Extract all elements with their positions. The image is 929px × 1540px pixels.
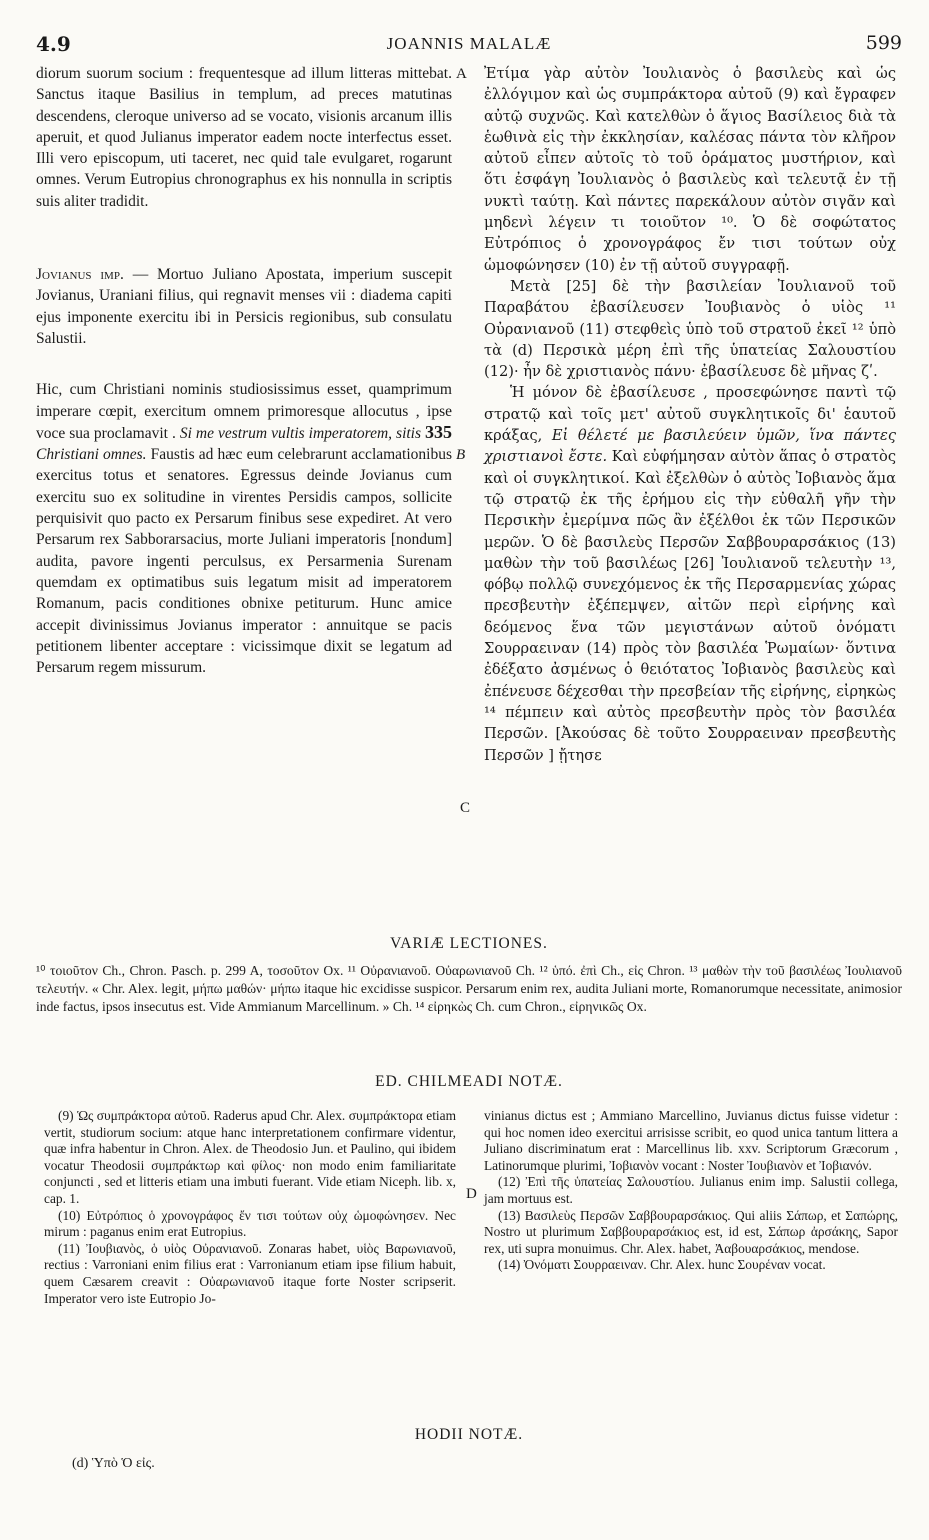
note-9: (9) Ὡς συμπράκτορα αὐτοῦ. Raderus apud Chr. Alex. συμπράκτορα etiam vertit, studiorum socium: atque hanc interpretationem confirmare videntur, quæ infra habentur in Chron. Alex. de Theodosio Jun. et Paulino, qui ibidem vocatur Theodosii συμπράκτωρ καὶ φίλος· non modo enim familiaritate conjuncti , sed et litteris etiam una imbuti fuerant. Vide etiam Niceph. lib. x, cap. 1. bbox=[44, 1108, 456, 1206]
margin-marker-c: C bbox=[460, 800, 471, 816]
variae-lectiones-title: VARIÆ LECTIONES. bbox=[390, 935, 548, 952]
chilmead-notes-right bbox=[484, 1108, 898, 1274]
hodii-note-d: (d) Ὑπὸ Ὁ εἰς. bbox=[72, 1456, 155, 1471]
margin-number: 335 bbox=[425, 421, 453, 442]
note-13: (13) Βασιλεὺς Περσῶν Σαββουραρσάκιος. Qui aliis Σάπωρ, et Σαπώρης, Nostro ut plurimum Σαββουραρσάκιος est, id est, Σάπωρ ἀρσάκης, Sapor rex, uti supra monuimus. Chr. Alex. habet, Ἀαβουαρσάκιος, mendose. bbox=[484, 1207, 898, 1256]
hodii-notes-title: HODII NOTÆ. bbox=[414, 1426, 524, 1443]
note-10: (10) Εὐτρόπιος ὁ χρονογράφος ἔν τισι τούτων οὐχ ὡμοφώνησεν. Nec mirum : paganus enim erat Eutropius. bbox=[44, 1207, 456, 1240]
greek-p3-start: Ἡ μόνον δὲ ἐβασίλευσε , προσεφώνησε παντὶ τῷ στρατῷ καὶ τοῖς μετ' αὐτοῦ συγκλητικοῖς δι' ἑαυτοῦ κράξας, bbox=[484, 384, 896, 445]
greek-paragraph-1: Ἐτίμα γὰρ αὐτὸν Ἰουλιανὸς ὁ βασιλεὺς καὶ ὡς ἐλλόγιμον καὶ ὡς συμπράκτορα αὐτοῦ (9) καὶ ἔγραφεν αὐτῷ συχνῶς. Καὶ κατελθὼν ὁ ἅγιος Βασίλειος διὰ τὰ ἑωθινὰ εἰς τὴν ἐκκλησίαν, καλέσας πάντα τὸν κλῆρον αὐτοῦ εἶπεν αὐτοῖς τὸ τοῦ ὁράματος μυστήριον, καὶ ὅτι ἐσφάγη Ἰουλιανὸς ὁ βασιλεὺς καὶ τελευτᾷ ἐν τῇ νυκτὶ ταύτῃ. Καὶ πάντες παρεκάλουν αὐτὸν σιγᾶν καὶ μηδενὶ λέγειν τι τοιοῦτον ¹⁰. Ὁ δὲ σοφώτατος Εὐτρόπιος ὁ χρονογράφος ἔν τισι τούτων οὐχ ὡμοφώνησεν (10) ἐν τῇ αὐτοῦ συγγραφῇ. bbox=[484, 65, 896, 274]
chilmead-notes-left bbox=[44, 1108, 456, 1307]
note-11: (11) Ἰουβιανὸς, ὁ υἱὸς Οὐρανιανοῦ. Zonaras habet, υἱὸς Βαρωνιανοῦ, rectius : Varroniani enim filius erat : Varronianum etiam ipse filium habuit, quem Cæsarem creavit : Οὐαρωνιανοῦ itaque forte Noster scripserit. Imperator vero iste Eutropio Jo- bbox=[44, 1240, 456, 1306]
running-title: JOANNIS MALALÆ bbox=[386, 34, 552, 53]
latin-paragraph-3 bbox=[36, 379, 452, 678]
page-number-left: 4.9 bbox=[36, 32, 71, 56]
margin-marker-b: B bbox=[456, 447, 466, 463]
variae-lectiones-text: ¹⁰ τοιοῦτον Ch., Chron. Pasch. p. 299 A, τοσοῦτον Ox. ¹¹ Οὐρανιανοῦ. Οὐαρωνιανοῦ Ch. ¹² ὑπό. ἐπὶ Ch., εἰς Chron. ¹³ μαθὼν τὴν τοῦ βασιλέως Ἰουλιανοῦ τελευτήν. « Chr. Alex. legit, μήπω μαθών· μήπω itaque hic excidisse suspicor. Persarum enim rex, audita Juliani morte, Romanorumque necessitate, animosior inde factus, ipsos insecutus est. Vide Ammianum Marcellinum. » Ch. ¹⁴ εἰρηκὼς Ch. cum Chron., εἰρηνικῶς Ox. bbox=[36, 963, 902, 1015]
greek-p3-end: Καὶ εὐφήμησαν αὐτὸν ἅπας ὁ στρατὸς καὶ οἱ συγκλητικοί. Καὶ ἐξελθὼν ὁ αὐτὸς Ἰοβιανὸς ἅμα τῷ στρατῷ ἐκ τῆς ἐρήμου εἰς τὴν εὐθαλῆ γῆν τὴν Περσικὴν ἐμερίμνα πῶς ἂν ἐξέλθοι ἐκ τῶν Περσικῶν μερῶν. Ὁ δὲ βασιλεὺς Περσῶν Σαββουραρσάκιος (13) μαθὼν τὴν τοῦ βασιλέως [26] Ἰουλιανοῦ τελευτὴν ¹³, φόβῳ πολλῷ συνεχόμενος ἐκ τῆς Περσαρμενίας χώρας πρεσβευτὴν ἐξέπεμψεν, αἰτῶν περὶ εἰρήνης καὶ δεόμενος ἕνα τῶν μεγιστάνων αὐτοῦ ὀνόματι Σουρραειναν (14) πρὸς τὸν βασιλέα Ῥωμαίων· ὅντινα ἐδέξατο ἀσμένως ὁ θειότατος Ἰοβιανὸς βασιλεὺς καὶ ἐπένευσε δέχεσθαι τὴν πρεσβείαν τῆς εἰρήνης, εἰρηκὼς ¹⁴ πέμπειν καὶ αὐτὸς πρεσβευτὴν πρὸς τὸν βασιλέα Περσῶν. [Ἀκούσας δὲ τοῦτο Σουρραειναν πρεσβευτὴς Περσῶν ] ᾔτησε bbox=[484, 448, 896, 764]
note-14: (14) Ὀνόματι Σουρραειναν. Chr. Alex. hunc Σουρέναν vocat. bbox=[498, 1257, 826, 1273]
latin-paragraph-1: diorum suorum socium : frequentesque ad illum litteras mittebat. Sanctus itaque Basilius in templum, ad preces matutinas descendens, cleroque universo ad se vocato, visionis arcanum illis aperuit, et quod Julianus imperator eadem nocte interfectus esset. Illi vero episcopum, uti taceret, nec quid tale evulgaret, rogarunt omnes. Verum Eutropius chronographus ex his nonnulla in scriptis suis aliter tradidit. bbox=[36, 65, 452, 210]
page-header bbox=[36, 32, 902, 58]
margin-marker-d: D bbox=[466, 1186, 477, 1202]
greek-paragraph-2: Μετὰ [25] δὲ τὴν βασιλείαν Ἰουλιανοῦ τοῦ Παραβάτου ἐβασίλευσεν Ἰουβιανὸς ὁ υἱὸς ¹¹ Οὐρανιανοῦ (11) στεφθεὶς ὑπὸ τοῦ στρατοῦ ἐκεῖ ¹² ὑπὸ τὰ (d) Περσικὰ μέρη ἐπὶ τῆς ὑπατείας Σαλουστίου (12)· ἦν δὲ χριστιανὸς πάνυ· ἐβασίλευσε δὲ μῆνας ζʹ. bbox=[484, 277, 896, 381]
latin-column bbox=[36, 63, 452, 678]
greek-quote: Εἰ θέλετέ με βασιλεύειν ὑμῶν, ἵνα πάντες χριστιανοὶ ἔστε. bbox=[484, 427, 896, 466]
latin-quote-2: Christiani omnes. bbox=[36, 446, 147, 464]
greek-column bbox=[484, 63, 896, 766]
greek-paragraph-3 bbox=[484, 382, 896, 765]
latin-section-heading: Jovianus imp. bbox=[36, 266, 124, 284]
note-12: (12) Ἐπὶ τῆς ὑπατείας Σαλουστίου. Julianus enim imp. Salustii collega, jam mortuus est. bbox=[484, 1174, 898, 1206]
latin-paragraph-2-text: — Mortuo Juliano Apostata, imperium suscepit Jovianus, Uraniani filius, qui regnavit menses vii : diadema capiti ejus imponente exercitu ibi in Persicis regionibus, sub consulatu Salustii. bbox=[36, 266, 453, 347]
latin-p3-end: Faustis ad hæc eum celebrarunt acclamationibus exercitus totus et senatores. Egressus deinde Jovianus cum exercitu suo ex solitudine in virentes Persidis campos, sollicite perquisivit quo pacto ex Persarum finibus sese expediret. At vero Persarum rex Sabborarsacius, morte Juliani imperatoris [nondum] audita, pavore ingenti perculsus, ex Persarmenia Surenam quemdam ex optimatibus suis legatum misit ad imperatorem Romanum, pacis conditiones obnixe petiturum. Hunc amice accepit divinissimus Jovianus imperator : annuitque se pacis petitionem libenter acceptare : vicissimque dixit se legatum ad Persarum regem missurum. bbox=[36, 446, 453, 677]
chilmead-notes-title: ED. CHILMEADI NOTÆ. bbox=[375, 1073, 563, 1090]
latin-p3-start: Hic, cum Christiani nominis studiosissimus esset, quamprimum imperare cœpit, exercitum omnem primoresque allocutus , ipse voce sua proclamavit . bbox=[36, 381, 452, 442]
latin-quote-1: Si me vestrum vultis imperatorem, sitis bbox=[179, 424, 422, 442]
margin-marker-a: A bbox=[456, 66, 467, 82]
page-number-right: 599 bbox=[865, 32, 902, 54]
note-11-continued: vinianus dictus est ; Ammiano Marcellino, Juvianus dictus fuisse videtur : qui hoc nomen ideo exercitui arrisisse scribit, eo quod unica tantum littera a Juliano discriminatum erat : Marcellinus lib. xxv. Scriptorum Græcorum , Latinorumque plurimi, Ἰοβιανὸν vocant : Noster Ἰουβιανὸν et Ἰοβιανόν. bbox=[484, 1108, 898, 1173]
latin-paragraph-2 bbox=[36, 264, 452, 349]
